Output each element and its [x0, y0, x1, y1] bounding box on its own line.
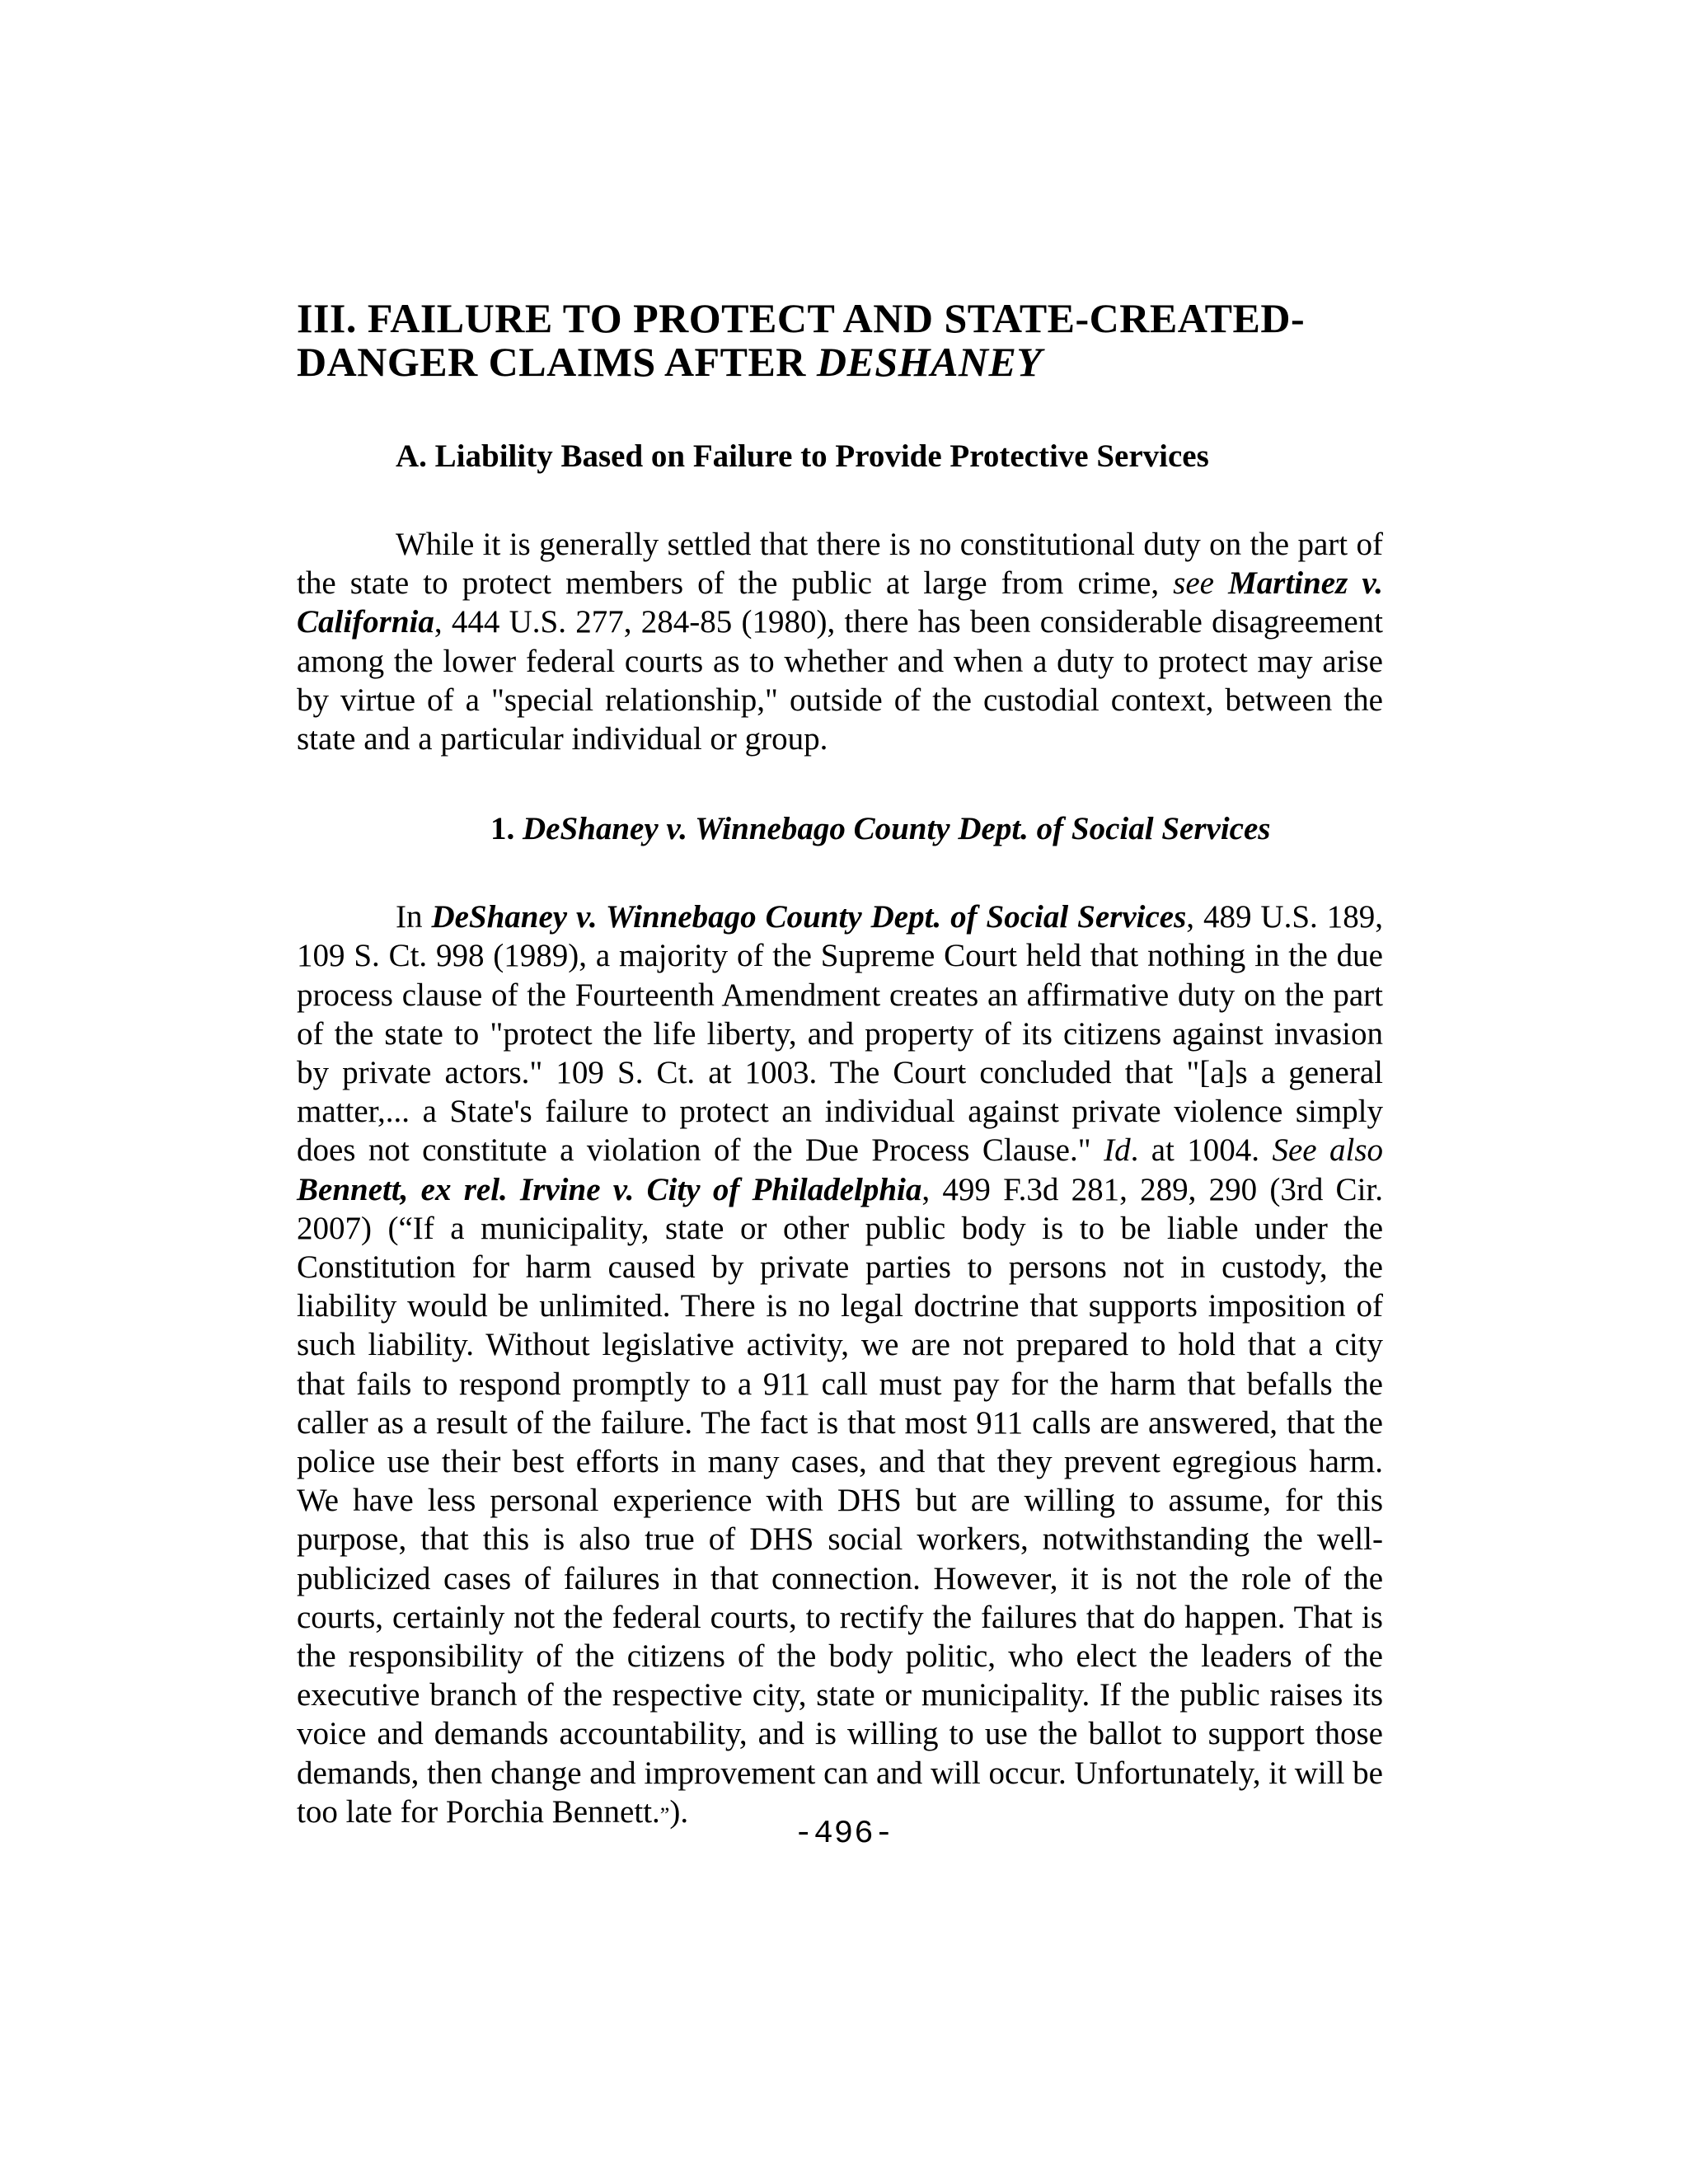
text-run: While it is generally settled that there is no constitutional duty on the part of the state to protect members of the public at large from crime, [297, 527, 1383, 602]
text-run: , 489 U.S. 189, 109 S. Ct. 998 (1989), a majority of the Supreme Court held that nothing in the due process clause of the Fourteenth Amendment creates an affirmative duty on the part of the state to "protect the life liberty, and property of its citizens against invasion by private actors." 109 S. Ct. at 1003. The Court concluded that "[a]s a general matter,... a State's failure to protect an individual against private violence simply does not constitute a violation of the Due Process Clause." [297, 899, 1383, 1169]
subsection-1-heading [297, 809, 1383, 848]
document-page [297, 297, 1383, 1835]
subsection-a-heading: A. Liability Based on Failure to Provide Protective Services [396, 438, 1209, 474]
section-title-case-name: DESHANEY [816, 339, 1043, 385]
case-name-martinez: Martinez v. California [297, 565, 1384, 640]
section-title [297, 297, 1383, 384]
page-number: -496- [793, 1816, 895, 1852]
text-run: In [396, 899, 432, 935]
section-title-line-2: DANGER CLAIMS AFTER [297, 339, 817, 385]
case-name-deshaney: DeShaney v. Winnebago County Dept. of Social Services [431, 899, 1187, 935]
text-run [1214, 565, 1228, 601]
signal-see-also: See also [1272, 1132, 1383, 1169]
subsection-1-paragraph [297, 898, 1383, 1835]
subsection-a-paragraph [297, 525, 1383, 758]
subsection-1-case-name: DeShaney v. Winnebago County Dept. of Social Services [523, 811, 1271, 847]
text-run: . at 1004. [1130, 1132, 1273, 1169]
closing-quote: ” [659, 1802, 670, 1827]
text-run: , 444 U.S. 277, 284-85 (1980), there has been considerable disagreement among the lower federal courts as to whether and when a duty to protect may arise by virtue of a "special relationship," outside of the custodial context, between the state and a particular individual or group. [297, 604, 1383, 757]
text-run: , 499 F.3d 281, 289, 290 (3rd Cir. 2007) (“If a municipality, state or other public body is to be liable under the Constitution for harm caused by private parties to persons not in custody, the liability would be unlimited. There is no legal doctrine that supports imposition of such liability. Without legislative activity, we are not prepared to hold that a city that fails to respond promptly to a 911 call must pay for the harm that befalls the caller as a result of the failure. The fact is that most 911 calls are answered, that the police use their best efforts in many cases, and that they prevent egregious harm. We have less personal experience with DHS but are willing to assume, for this purpose, that this is also true of DHS social workers, notwithstanding the well-publicized cases of failures in that connection. However, it is not the role of the courts, certainly not the federal courts, to rectify the failures that do happen. That is the responsibility of the citizens of the body politic, who elect the leaders of the executive branch of the respective city, state or municipality. If the public raises its voice and demands accountability, and is willing to use the ballot to support those demands, then change and improvement can and will occur. Unfortunately, it will be too late for Porchia Bennett. [297, 1171, 1383, 1830]
section-title-line-1: III. FAILURE TO PROTECT AND STATE-CREATED- [297, 295, 1306, 341]
text-run: ). [669, 1793, 689, 1830]
signal-see: see [1173, 565, 1214, 602]
case-name-bennett: Bennett, ex rel. Irvine v. City of Philadelphia [297, 1171, 922, 1207]
subsection-1-number: 1. [490, 811, 523, 847]
signal-id: Id [1104, 1132, 1131, 1169]
